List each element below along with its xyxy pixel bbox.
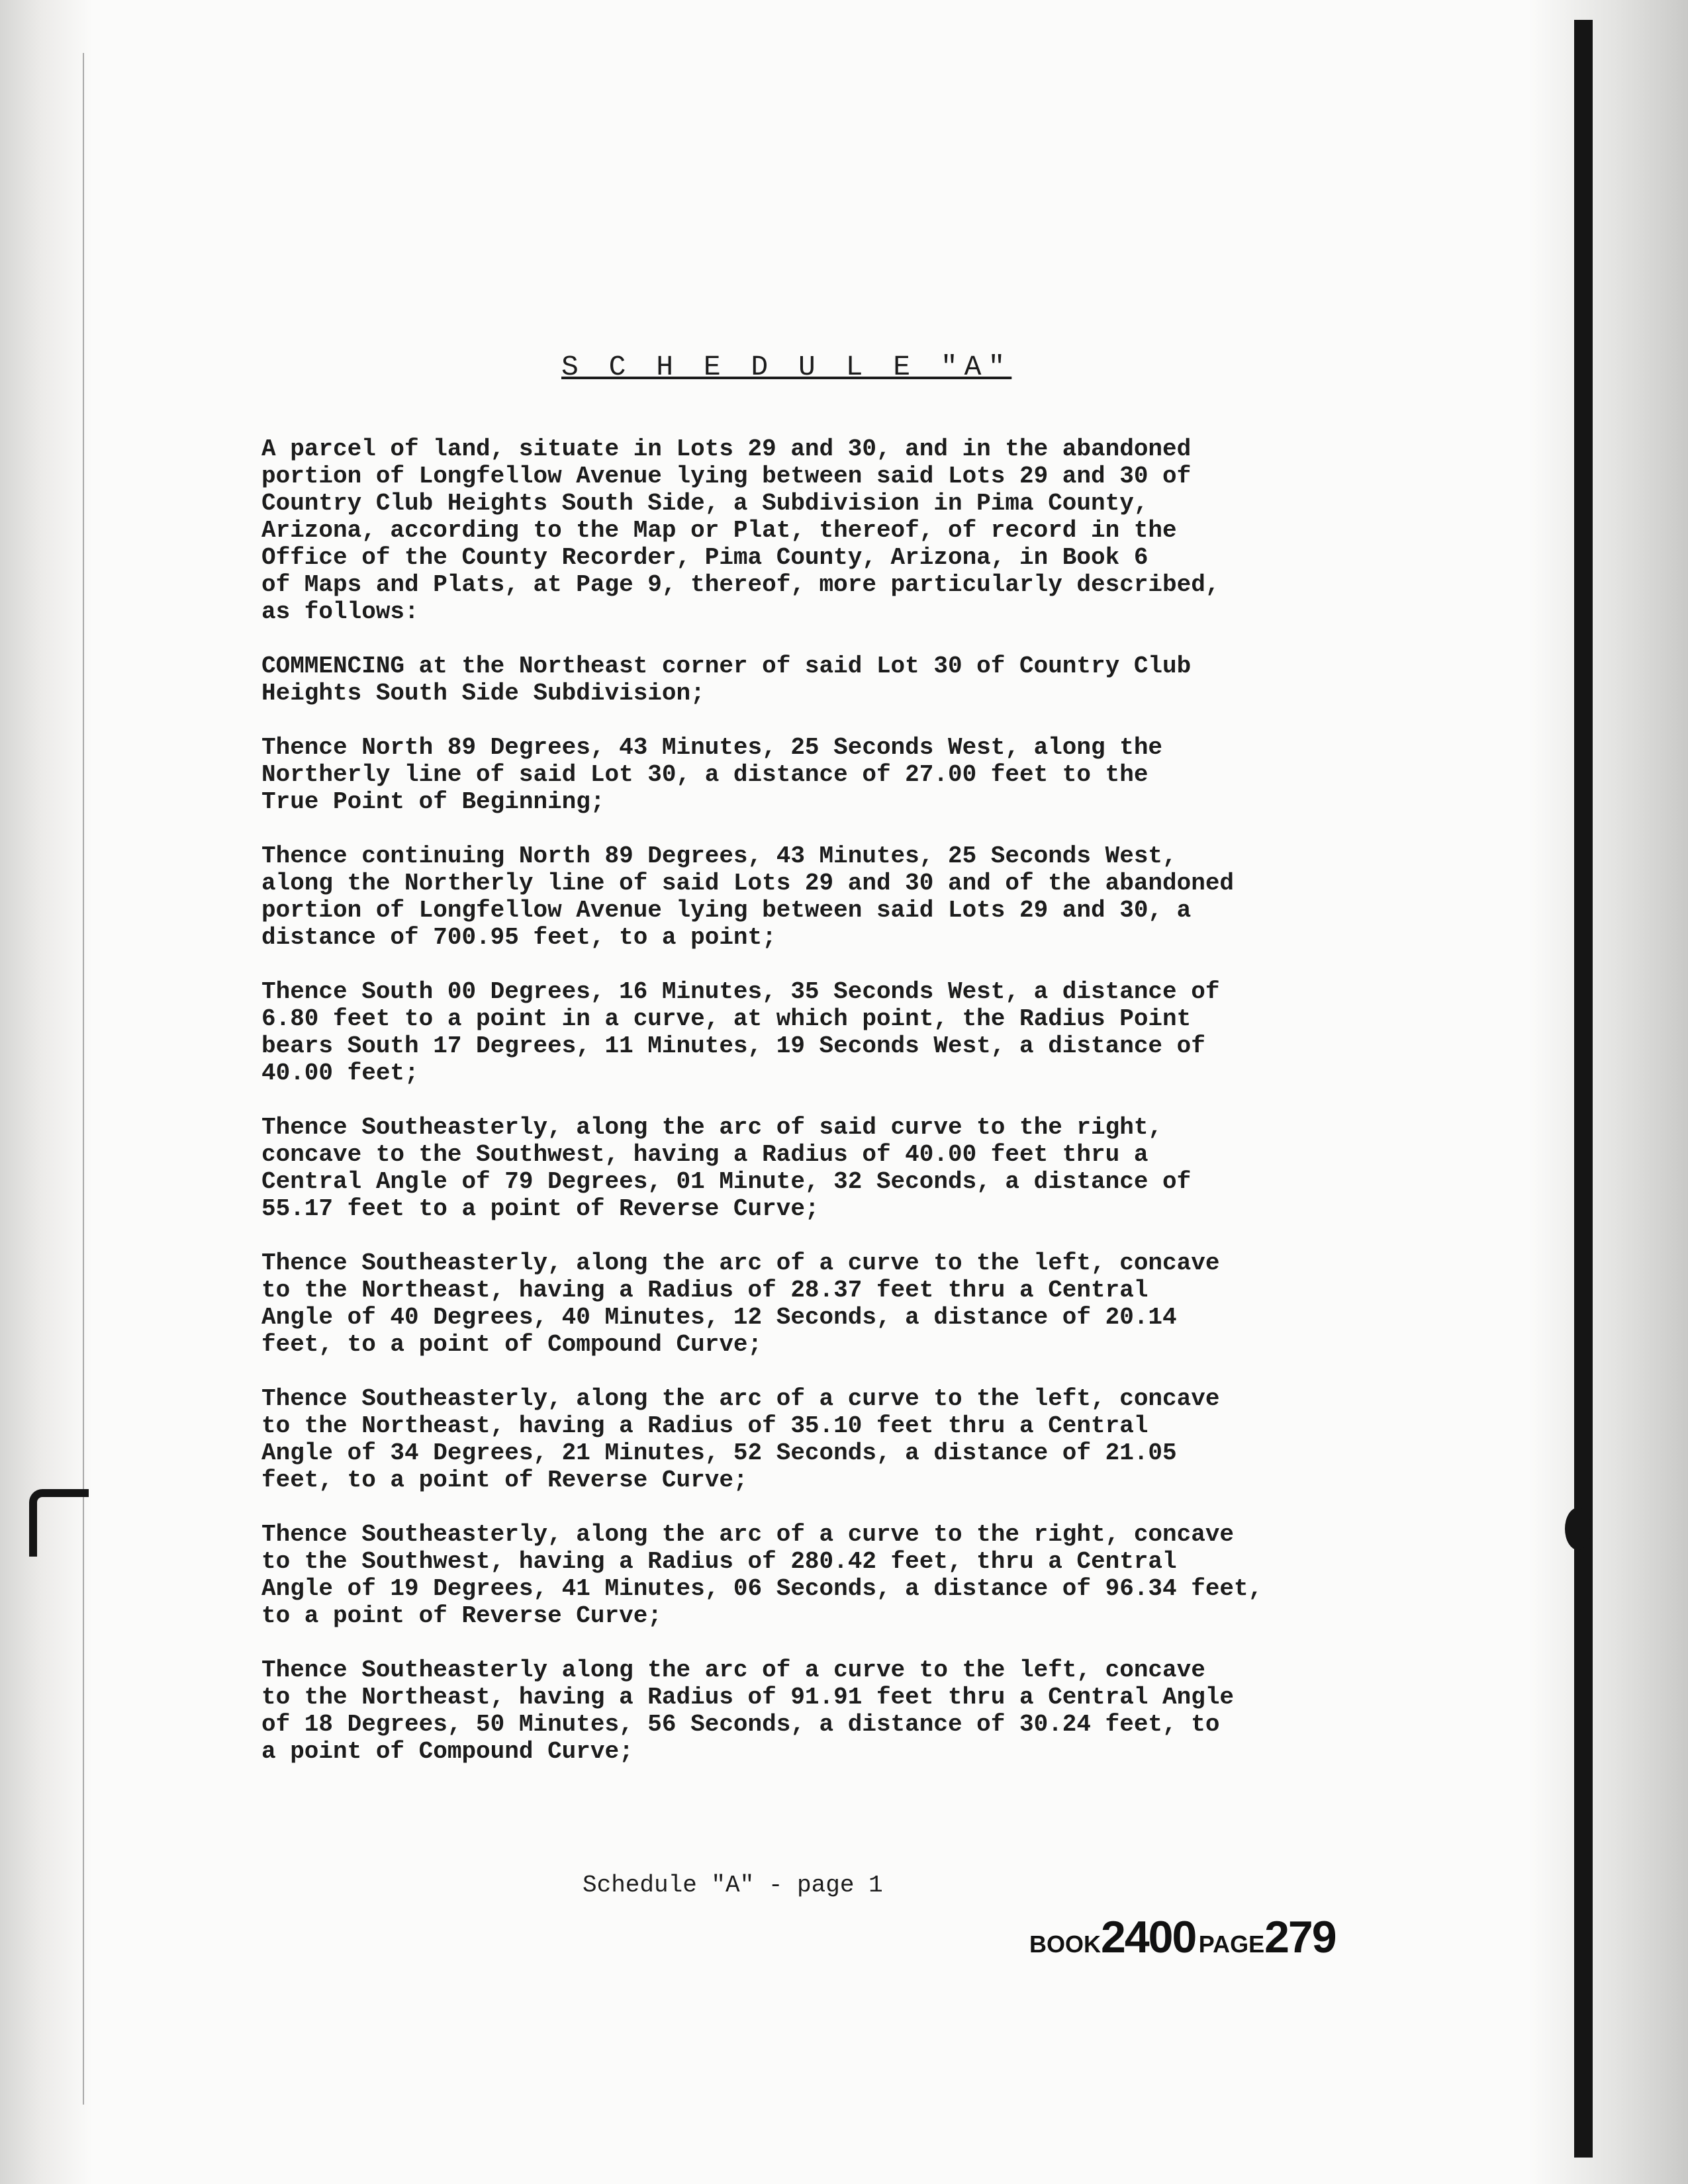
book-page-stamp <box>1029 1911 1347 1963</box>
paragraph: A parcel of land, situate in Lots 29 and 30, and in the abandoned portion of Longfellow Avenue lying between said Lots 29 and 30 of Country Club Heights South Side, a Subdivision in Pima County, Arizona, according to the Map or Plat, thereof, of record in the Office of the County Recorder, Pima County, Arizona, in Book 6 of Maps and Plats, at Page 9, thereof, more particularly described, as follows: <box>261 435 1220 625</box>
scan-edge-mark <box>1565 1508 1591 1550</box>
document-body <box>261 435 1427 1792</box>
document-title: S C H E D U L E "A" <box>561 351 1012 383</box>
page-number: 279 <box>1264 1912 1336 1962</box>
scan-shadow-left <box>0 0 93 2184</box>
paragraph: Thence Southeasterly, along the arc of said curve to the right, concave to the Southwest, having a Radius of 40.00 feet thru a Central Angle of 79 Degrees, 01 Minute, 32 Seconds, a distance of 55.17 feet to a point of Reverse Curve; <box>261 1114 1192 1222</box>
scan-shadow-right <box>1529 0 1688 2184</box>
scan-binder-clip <box>29 1489 89 1557</box>
paragraph: Thence Southeasterly, along the arc of a curve to the right, concave to the Southwest, having a Radius of 280.42 feet, thru a Central Angle of 19 Degrees, 41 Minutes, 06 Seconds, a distance of 96.34 feet, to a point of Reverse Curve; <box>261 1521 1263 1629</box>
paragraph: Thence North 89 Degrees, 43 Minutes, 25 Seconds West, along the Northerly line of said Lot 30, a distance of 27.00 feet to the True Point of Beginning; <box>261 734 1163 815</box>
paragraph: Thence Southeasterly along the arc of a curve to the left, concave to the Northeast, having a Radius of 91.91 feet thru a Central Angle of 18 Degrees, 50 Minutes, 56 Seconds, a distance of 30.24 feet, to a point of Compound Curve; <box>261 1657 1235 1765</box>
paragraph: Thence continuing North 89 Degrees, 43 Minutes, 25 Seconds West, along the Northerly line of said Lots 29 and 30 and of the abandoned portion of Longfellow Avenue lying between said Lots 29 and 30, a distance of 700.95 feet, to a point; <box>261 842 1235 951</box>
scan-margin-line <box>83 53 84 2105</box>
page-label: PAGE <box>1198 1931 1265 1958</box>
paragraph: Thence Southeasterly, along the arc of a curve to the left, concave to the Northeast, having a Radius of 28.37 feet thru a Central Angle of 40 Degrees, 40 Minutes, 12 Seconds, a distance of 20.14 feet, to a point of Compound Curve; <box>261 1250 1220 1358</box>
paragraph: Thence South 00 Degrees, 16 Minutes, 35 Seconds West, a distance of 6.80 feet to a point in a curve, at which point, the Radius Point bears South 17 Degrees, 11 Minutes, 19 Seconds West, a distance of 40.00 feet; <box>261 978 1220 1087</box>
page-footer: Schedule "A" - page 1 <box>583 1872 883 1899</box>
book-label: BOOK <box>1029 1931 1101 1958</box>
paragraph: Thence Southeasterly, along the arc of a curve to the left, concave to the Northeast, having a Radius of 35.10 feet thru a Central Angle of 34 Degrees, 21 Minutes, 52 Seconds, a distance of 21.05 feet, to a point of Reverse Curve; <box>261 1385 1220 1494</box>
paragraph: COMMENCING at the Northeast corner of said Lot 30 of Country Club Heights South Side Subdivision; <box>261 653 1192 707</box>
book-number: 2400 <box>1101 1912 1196 1962</box>
scan-edge-bar <box>1574 20 1593 2158</box>
